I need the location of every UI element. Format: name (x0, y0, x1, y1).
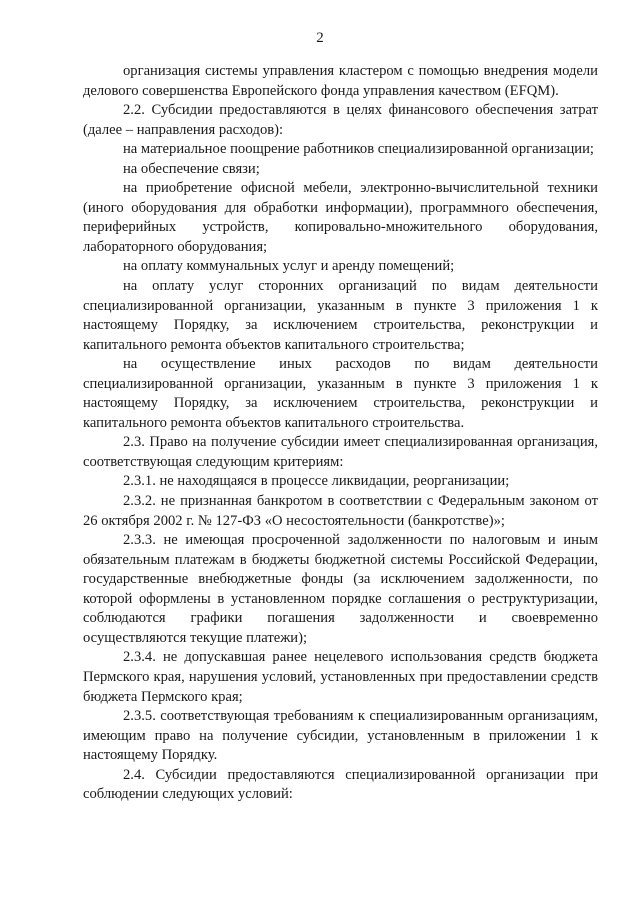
criterion-2-3-5: 2.3.5. соответствующая требованиям к специализированным организациям, имеющим право на получение субсидии, установленным в приложении 1 к настоящему Порядку. (83, 708, 598, 764)
expense-item-other: на осуществление иных расходов по видам деятельности специализированной организации, указанным в пункте 3 приложения 1 к настоящему Порядку, за исключением строительства, реконструкции и капитального ремонта объектов капитального строительства. (83, 356, 598, 431)
document-body (83, 62, 598, 805)
expense-item-equipment: на приобретение офисной мебели, электронно-вычислительной техники (иного оборудования для обработки информации), программного обеспечения, периферийных устройств, копировально-множительного оборудования, лабораторного оборудования; (83, 180, 598, 255)
paragraph-2-3: 2.3. Право на получение субсидии имеет специализированная организация, соответствующая следующим критериям: (83, 434, 598, 470)
paragraph-efqm: организация системы управления кластером с помощью внедрения модели делового совершенства Европейского фонда управления качеством (EFQM). (83, 63, 598, 99)
expense-item-third-party: на оплату услуг сторонних организаций по видам деятельности специализированной организации, указанным в пункте 3 приложения 1 к настоящему Порядку, за исключением строительства, реконструкции и капитального ремонта объектов капитального строительства; (83, 278, 598, 353)
criterion-2-3-3: 2.3.3. не имеющая просроченной задолженности по налоговым и иным обязательным платежам в бюджеты бюджетной системы Российской Федерации, государственные внебюджетные фонды (за исключением задолженности, по которой оформлены в установленном порядке соглашения о реструктуризации, соблюдаются графики погашения задолженности и своевременно осуществляются текущие платежи); (83, 532, 598, 646)
criterion-2-3-4: 2.3.4. не допускавшая ранее нецелевого использования средств бюджета Пермского края, нарушения условий, установленных при предоставлении средств бюджета Пермского края; (83, 649, 598, 705)
expense-item-incentives: на материальное поощрение работников специализированной организации; (123, 141, 594, 158)
paragraph-2-2: 2.2. Субсидии предоставляются в целях финансового обеспечения затрат (далее – направления расходов): (83, 102, 598, 138)
page-number: 2 (316, 30, 324, 46)
paragraph-2-4: 2.4. Субсидии предоставляются специализированной организации при соблюдении следующих условий: (83, 766, 598, 803)
expense-item-utilities: на оплату коммунальных услуг и аренду помещений; (123, 258, 455, 275)
expense-item-communication: на обеспечение связи; (123, 160, 260, 177)
criterion-2-3-1: 2.3.1. не находящаяся в процессе ликвидации, реорганизации; (123, 473, 510, 490)
criterion-2-3-2: 2.3.2. не признанная банкротом в соответствии с Федеральным законом от 26 октября 2002 г. № 127-ФЗ «О несостоятельности (банкротстве)»; (83, 493, 598, 529)
